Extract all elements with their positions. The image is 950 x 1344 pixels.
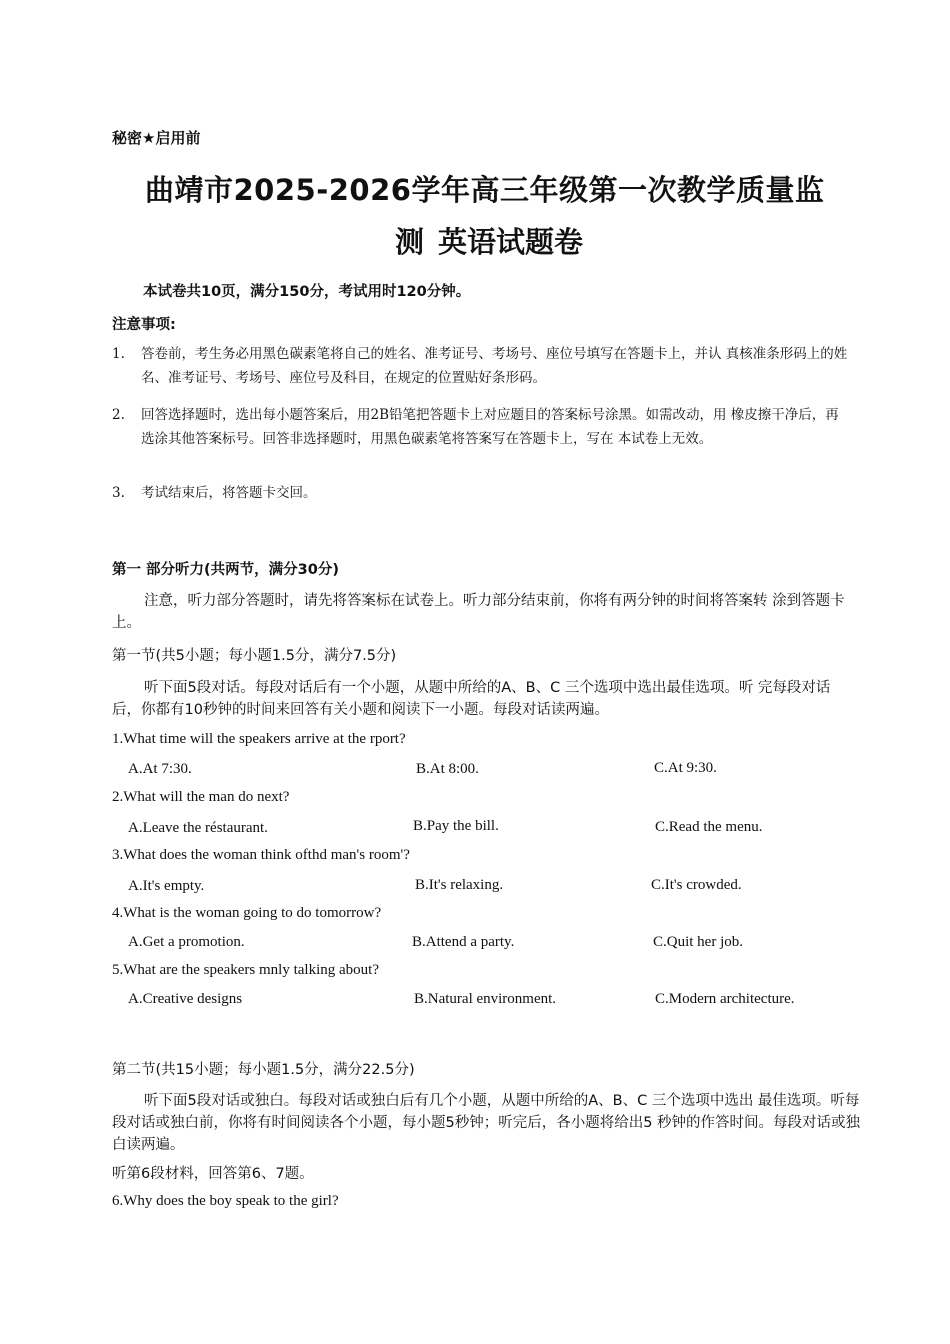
exam-title-line2-part2: 英语试题卷 xyxy=(438,225,584,259)
notice-item xyxy=(112,481,852,505)
question-3-option-b: B.It's relaxing. xyxy=(415,877,504,893)
section2-heading: 第二节(共15小题；每小题1.5分，满分22.5分) xyxy=(112,1062,415,1078)
notice-item-text: 回答选择题时，选出每小题答案后，用2B铅笔把答题卡上对应题目的答案标号涂黑。如需改动，用 橡皮擦干净后，再选涂其他答案标号。回答非选择题时，用黑色碳素笔将答案写在答题卡上，写在 本试卷上无效。 xyxy=(141,407,839,447)
question-5-option-a: A.Creative designs xyxy=(128,991,243,1007)
question-1: 1.What time will the speakers arrive at the rport? xyxy=(112,731,406,747)
section1-intro-text: 听下面5段对话。每段对话后有一个小题，从题中所给的A、B、C 三个选项中选出最佳选项。听 完每段对话后，你都有10秒钟的时间来回答有关小题和阅读下一小题。每段对话读两遍。 xyxy=(112,680,831,718)
exam-title-line2-part1: 测 xyxy=(395,225,425,259)
question-1-option-b: B.At 8:00. xyxy=(416,761,479,777)
question-4-option-c: C.Quit her job. xyxy=(653,934,743,950)
question-1-option-a: A.At 7:30. xyxy=(128,761,192,777)
question-3-option-c: C.It's crowded. xyxy=(651,877,742,893)
confidential-label: 秘密★启用前 xyxy=(112,129,201,147)
question-2-option-b: B.Pay the bill. xyxy=(413,818,499,834)
notice-item-number: 3. xyxy=(112,485,125,501)
question-4-option-a: A.Get a promotion. xyxy=(128,934,245,950)
part1-intro-text: 注意，听力部分答题时，请先将答案标在试卷上。听力部分结束前，你将有两分钟的时间将答案转 涂到答题卡上。 xyxy=(112,593,845,631)
notice-heading: 注意事项: xyxy=(112,317,176,333)
question-5-option-b: B.Natural environment. xyxy=(414,991,557,1007)
exam-title-line2 xyxy=(395,220,597,261)
question-6: 6.Why does the boy speak to the girl? xyxy=(112,1193,339,1209)
part1-intro xyxy=(112,590,854,634)
notice-item-text: 答卷前，考生务必用黑色碳素笔将自己的姓名、准考证号、考场号、座位号填写在答题卡上，并认 真核准条形码上的姓名、准考证号、考场号、座位号及科目，在规定的位置贴好条形码。 xyxy=(141,346,848,386)
question-5-option-c: C.Modern architecture. xyxy=(655,991,795,1007)
notice-item-text: 考试结束后，将答题卡交回。 xyxy=(141,485,317,501)
part1-heading: 第一 部分听力(共两节，满分30分) xyxy=(112,562,339,578)
material-note: 听第6段材料，回答第6、7题。 xyxy=(112,1166,314,1182)
notice-item-number: 1. xyxy=(112,346,125,362)
question-4: 4.What is the woman going to do tomorrow? xyxy=(112,905,382,921)
question-2-option-a: A.Leave the réstaurant. xyxy=(128,820,268,836)
question-1-option-c: C.At 9:30. xyxy=(654,760,717,776)
question-3: 3.What does the woman think ofthd man's room'? xyxy=(112,847,410,863)
question-2-option-c: C.Read the menu. xyxy=(655,819,763,835)
section1-intro xyxy=(112,677,854,721)
section2-intro xyxy=(112,1090,868,1156)
notice-item xyxy=(112,403,852,451)
exam-title-line1: 曲靖市2025-2026学年高三年级第一次教学质量监 xyxy=(145,173,825,207)
notice-item xyxy=(112,342,852,390)
question-4-option-b: B.Attend a party. xyxy=(412,934,515,950)
notice-item-number: 2. xyxy=(112,407,125,423)
question-5: 5.What are the speakers mnly talking about? xyxy=(112,962,379,978)
question-3-option-a: A.It's empty. xyxy=(128,878,205,894)
exam-meta: 本试卷共10页，满分150分，考试用时120分钟。 xyxy=(143,284,471,300)
section1-heading: 第一节(共5小题；每小题1.5分，满分7.5分) xyxy=(112,648,397,664)
question-2: 2.What will the man do next? xyxy=(112,789,290,805)
section2-intro-text: 听下面5段对话或独白。每段对话或独白后有几个小题，从题中所给的A、B、C 三个选项中选出 最佳选项。听每段对话或独白前，你将有时间阅读各个小题，每小题5秒钟；听完后，各小题将给出5 秒钟的作答时间。每段对话或独白读两遍。 xyxy=(112,1093,861,1153)
